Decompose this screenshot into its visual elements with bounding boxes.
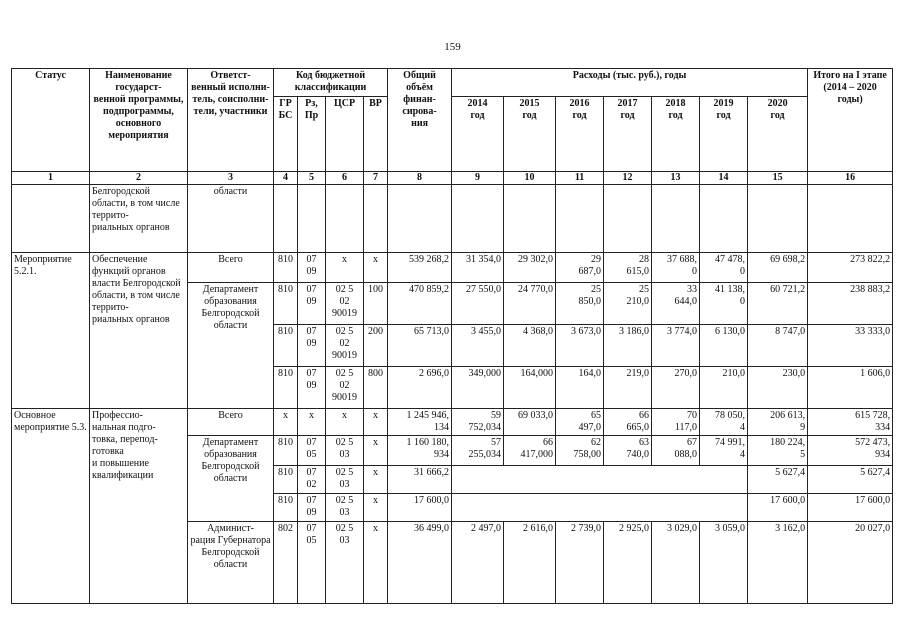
rzpr-cell: 07 02 bbox=[298, 466, 326, 494]
year-cell: 17 600,0 bbox=[748, 494, 808, 522]
total-cell: 2 696,0 bbox=[388, 367, 452, 409]
header-name: Наименование государст- венной программы, подпрограммы, основного мероприятия bbox=[90, 69, 188, 172]
year-cell: 2 616,0 bbox=[504, 522, 556, 604]
header-expenses: Расходы (тыс. руб.), годы bbox=[452, 69, 808, 97]
header-year-2017: 2017 год bbox=[604, 97, 652, 172]
table-row bbox=[12, 185, 893, 253]
csr-cell: х bbox=[326, 409, 364, 436]
responsible-cell: Всего bbox=[188, 253, 274, 283]
year-cell: 60 721,2 bbox=[748, 283, 808, 325]
rzpr-cell: 07 09 bbox=[298, 253, 326, 283]
year-cell: 164,0 bbox=[556, 367, 604, 409]
sum-cell: 20 027,0 bbox=[808, 522, 893, 604]
year-cell-empty bbox=[452, 494, 748, 522]
table-row bbox=[12, 409, 893, 436]
name-cell: Профессио- нальная подго- товка, перепод- готовка и повышение квалификации bbox=[90, 409, 188, 604]
year-cell bbox=[604, 185, 652, 253]
table-row bbox=[12, 253, 893, 283]
vr-cell: 800 bbox=[364, 367, 388, 409]
csr-cell bbox=[326, 185, 364, 253]
name-cell: Белгородской области, в том числе террито- риальных органов bbox=[90, 185, 188, 253]
column-number: 16 bbox=[808, 172, 893, 185]
grbs-cell: 810 bbox=[274, 325, 298, 367]
column-number: 15 bbox=[748, 172, 808, 185]
column-number-row bbox=[12, 172, 893, 185]
year-cell bbox=[748, 185, 808, 253]
year-cell: 2 739,0 bbox=[556, 522, 604, 604]
header-year-2016: 2016 год bbox=[556, 97, 604, 172]
responsible-cell: Всего bbox=[188, 409, 274, 436]
column-number: 5 bbox=[298, 172, 326, 185]
rzpr-cell: 07 05 bbox=[298, 436, 326, 466]
header-status: Статус bbox=[12, 69, 90, 172]
year-cell: 29 302,0 bbox=[504, 253, 556, 283]
total-cell bbox=[388, 185, 452, 253]
vr-cell: х bbox=[364, 494, 388, 522]
column-number: 14 bbox=[700, 172, 748, 185]
csr-cell: 02 5 02 90019 bbox=[326, 325, 364, 367]
total-cell: 1 160 180, 934 bbox=[388, 436, 452, 466]
year-cell: 57 255,034 bbox=[452, 436, 504, 466]
column-number: 4 bbox=[274, 172, 298, 185]
responsible-cell: Департамент образования Белгородской области bbox=[188, 436, 274, 522]
grbs-cell: х bbox=[274, 409, 298, 436]
header-year-2015: 2015 год bbox=[504, 97, 556, 172]
sum-cell bbox=[808, 185, 893, 253]
grbs-cell: 810 bbox=[274, 494, 298, 522]
column-number: 9 bbox=[452, 172, 504, 185]
csr-cell: 02 5 03 bbox=[326, 522, 364, 604]
grbs-cell bbox=[274, 185, 298, 253]
rzpr-cell: 07 09 bbox=[298, 325, 326, 367]
sum-cell: 17 600,0 bbox=[808, 494, 893, 522]
csr-cell: 02 5 03 bbox=[326, 494, 364, 522]
column-number: 6 bbox=[326, 172, 364, 185]
year-cell: 33 644,0 bbox=[652, 283, 700, 325]
column-number: 3 bbox=[188, 172, 274, 185]
year-cell bbox=[556, 185, 604, 253]
name-cell: Обеспечение функций органов власти Белгородской области, в том числе террито- риальных органов bbox=[90, 253, 188, 409]
sum-cell: 1 606,0 bbox=[808, 367, 893, 409]
header-year-2020: 2020 год bbox=[748, 97, 808, 172]
vr-cell: х bbox=[364, 409, 388, 436]
column-number: 10 bbox=[504, 172, 556, 185]
vr-cell: 200 bbox=[364, 325, 388, 367]
status-cell bbox=[12, 185, 90, 253]
rzpr-cell: 07 09 bbox=[298, 367, 326, 409]
vr-cell: х bbox=[364, 436, 388, 466]
rzpr-cell: 07 09 bbox=[298, 283, 326, 325]
year-cell: 210,0 bbox=[700, 367, 748, 409]
year-cell: 164,000 bbox=[504, 367, 556, 409]
header-responsible: Ответст- венный исполни- тель, соисполни- тели, участники bbox=[188, 69, 274, 172]
year-cell: 59 752,034 bbox=[452, 409, 504, 436]
total-cell: 31 666,2 bbox=[388, 466, 452, 494]
year-cell: 3 029,0 bbox=[652, 522, 700, 604]
year-cell: 349,000 bbox=[452, 367, 504, 409]
column-number: 11 bbox=[556, 172, 604, 185]
year-cell: 78 050, 4 bbox=[700, 409, 748, 436]
year-cell: 66 665,0 bbox=[604, 409, 652, 436]
total-cell: 470 859,2 bbox=[388, 283, 452, 325]
status-cell: Мероприятие 5.2.1. bbox=[12, 253, 90, 409]
vr-cell: 100 bbox=[364, 283, 388, 325]
grbs-cell: 810 bbox=[274, 466, 298, 494]
header-rzpr: Рз, Пр bbox=[298, 97, 326, 172]
csr-cell: 02 5 02 90019 bbox=[326, 283, 364, 325]
rzpr-cell: х bbox=[298, 409, 326, 436]
column-number: 7 bbox=[364, 172, 388, 185]
grbs-cell: 802 bbox=[274, 522, 298, 604]
responsible-cell: Админист- рация Губернатора Белгородской области bbox=[188, 522, 274, 604]
vr-cell bbox=[364, 185, 388, 253]
csr-cell: 02 5 03 bbox=[326, 466, 364, 494]
year-cell: 3 774,0 bbox=[652, 325, 700, 367]
year-cell: 37 688, 0 bbox=[652, 253, 700, 283]
year-cell bbox=[452, 185, 504, 253]
column-number: 8 bbox=[388, 172, 452, 185]
column-number: 12 bbox=[604, 172, 652, 185]
year-cell: 206 613, 9 bbox=[748, 409, 808, 436]
page-number: 159 bbox=[444, 41, 461, 53]
year-cell: 69 698,2 bbox=[748, 253, 808, 283]
column-number: 13 bbox=[652, 172, 700, 185]
year-cell: 25 210,0 bbox=[604, 283, 652, 325]
sum-cell: 5 627,4 bbox=[808, 466, 893, 494]
year-cell: 66 417,000 bbox=[504, 436, 556, 466]
sum-cell: 238 883,2 bbox=[808, 283, 893, 325]
year-cell: 3 455,0 bbox=[452, 325, 504, 367]
total-cell: 65 713,0 bbox=[388, 325, 452, 367]
year-cell: 180 224, 5 bbox=[748, 436, 808, 466]
year-cell: 2 925,0 bbox=[604, 522, 652, 604]
year-cell: 62 758,00 bbox=[556, 436, 604, 466]
rzpr-cell: 07 09 bbox=[298, 494, 326, 522]
year-cell: 27 550,0 bbox=[452, 283, 504, 325]
year-cell: 5 627,4 bbox=[748, 466, 808, 494]
year-cell: 41 138, 0 bbox=[700, 283, 748, 325]
year-cell: 65 497,0 bbox=[556, 409, 604, 436]
grbs-cell: 810 bbox=[274, 283, 298, 325]
year-cell: 70 117,0 bbox=[652, 409, 700, 436]
sum-cell: 33 333,0 bbox=[808, 325, 893, 367]
budget-table bbox=[11, 68, 893, 604]
header-year-2019: 2019 год bbox=[700, 97, 748, 172]
sum-cell: 572 473, 934 bbox=[808, 436, 893, 466]
year-cell: 63 740,0 bbox=[604, 436, 652, 466]
year-cell: 270,0 bbox=[652, 367, 700, 409]
grbs-cell: 810 bbox=[274, 436, 298, 466]
year-cell bbox=[700, 185, 748, 253]
grbs-cell: 810 bbox=[274, 253, 298, 283]
header-year-2014: 2014 год bbox=[452, 97, 504, 172]
year-cell-empty bbox=[452, 466, 748, 494]
year-cell: 31 354,0 bbox=[452, 253, 504, 283]
header-vr: ВР bbox=[364, 97, 388, 172]
header-total-volume: Общий объём финан- сирова- ния bbox=[388, 69, 452, 172]
year-cell: 47 478, 0 bbox=[700, 253, 748, 283]
year-cell: 2 497,0 bbox=[452, 522, 504, 604]
year-cell: 28 615,0 bbox=[604, 253, 652, 283]
sum-cell: 273 822,2 bbox=[808, 253, 893, 283]
responsible-cell: области bbox=[188, 185, 274, 253]
year-cell: 74 991, 4 bbox=[700, 436, 748, 466]
year-cell: 3 673,0 bbox=[556, 325, 604, 367]
total-cell: 539 268,2 bbox=[388, 253, 452, 283]
grbs-cell: 810 bbox=[274, 367, 298, 409]
year-cell: 69 033,0 bbox=[504, 409, 556, 436]
year-cell: 4 368,0 bbox=[504, 325, 556, 367]
year-cell: 3 059,0 bbox=[700, 522, 748, 604]
csr-cell: 02 5 02 90019 bbox=[326, 367, 364, 409]
csr-cell: х bbox=[326, 253, 364, 283]
sum-cell: 615 728, 334 bbox=[808, 409, 893, 436]
vr-cell: х bbox=[364, 466, 388, 494]
rzpr-cell: 07 05 bbox=[298, 522, 326, 604]
vr-cell: х bbox=[364, 522, 388, 604]
year-cell: 8 747,0 bbox=[748, 325, 808, 367]
column-number: 2 bbox=[90, 172, 188, 185]
year-cell: 3 186,0 bbox=[604, 325, 652, 367]
header-csr: ЦСР bbox=[326, 97, 364, 172]
total-cell: 17 600,0 bbox=[388, 494, 452, 522]
year-cell: 25 850,0 bbox=[556, 283, 604, 325]
year-cell: 29 687,0 bbox=[556, 253, 604, 283]
responsible-cell: Департамент образования Белгородской области bbox=[188, 283, 274, 409]
status-cell: Основное мероприятие 5.3. bbox=[12, 409, 90, 604]
header-stage-total: Итого на I этапе (2014 – 2020 годы) bbox=[808, 69, 893, 172]
year-cell bbox=[652, 185, 700, 253]
total-cell: 36 499,0 bbox=[388, 522, 452, 604]
column-number: 1 bbox=[12, 172, 90, 185]
header-year-2018: 2018 год bbox=[652, 97, 700, 172]
year-cell: 219,0 bbox=[604, 367, 652, 409]
total-cell: 1 245 946, 134 bbox=[388, 409, 452, 436]
rzpr-cell bbox=[298, 185, 326, 253]
year-cell: 6 130,0 bbox=[700, 325, 748, 367]
year-cell: 67 088,0 bbox=[652, 436, 700, 466]
year-cell: 24 770,0 bbox=[504, 283, 556, 325]
vr-cell: х bbox=[364, 253, 388, 283]
year-cell bbox=[504, 185, 556, 253]
header-budget-code: Код бюджетной классификации bbox=[274, 69, 388, 97]
csr-cell: 02 5 03 bbox=[326, 436, 364, 466]
year-cell: 3 162,0 bbox=[748, 522, 808, 604]
header-grbs: ГР БС bbox=[274, 97, 298, 172]
year-cell: 230,0 bbox=[748, 367, 808, 409]
